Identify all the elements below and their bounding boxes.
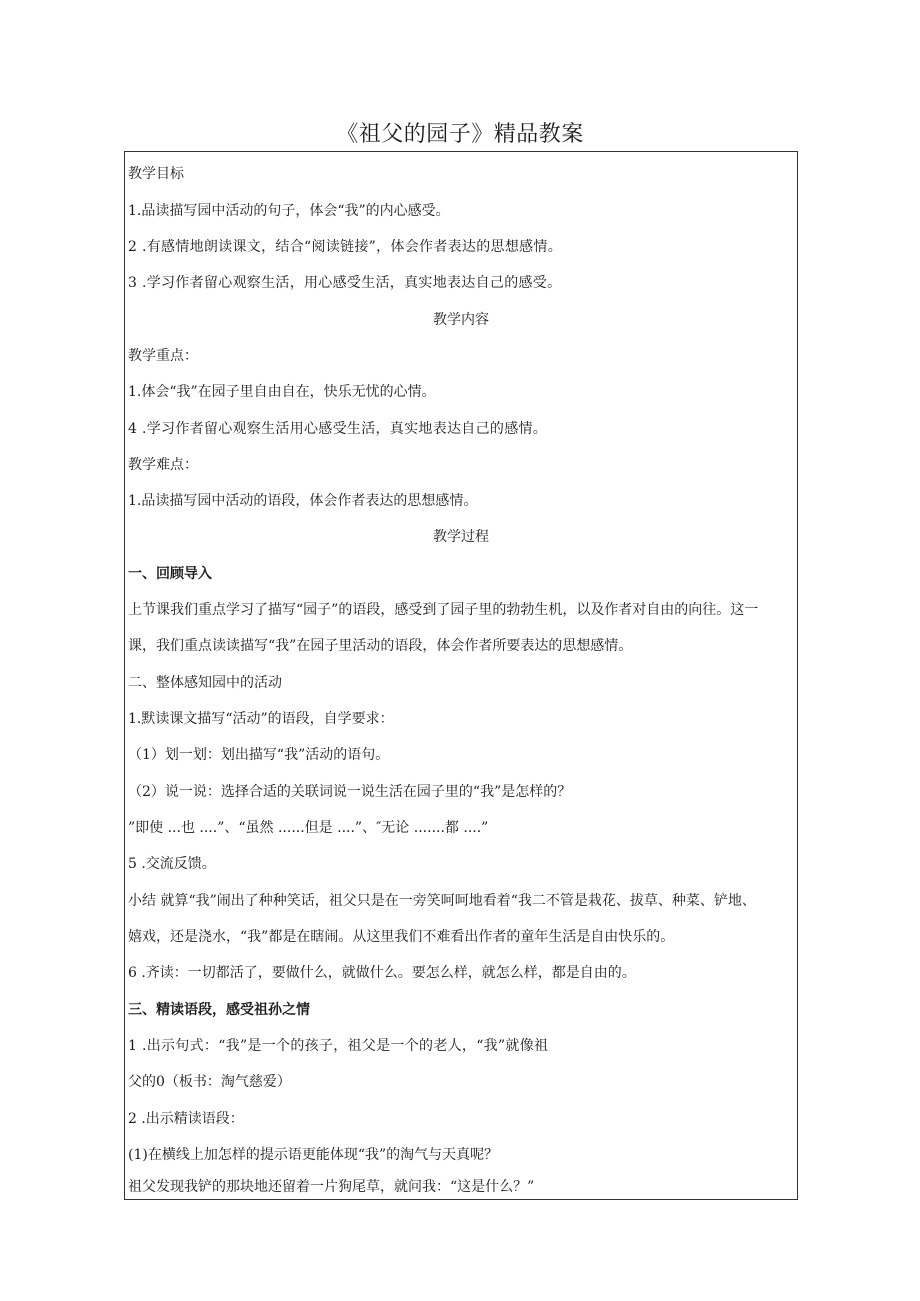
subheading-key-points: 教学重点： bbox=[128, 348, 198, 364]
list-item: 祖父发现我铲的那块地还留着一片狗尾草，就问我：“这是什么？” bbox=[128, 1179, 535, 1195]
list-item: 1.默读课文描写“活动”的语段，自学要求： bbox=[128, 711, 394, 727]
document-title: 《祖父的园子》精品教案 bbox=[336, 122, 584, 147]
list-item: 5 .交流反馈。 bbox=[128, 856, 216, 872]
key-point-item-2: 4 .学习作者留心观察生活用心感受生活，真实地表达自己的感情。 bbox=[128, 421, 548, 437]
list-item: （2）说一说：选择合适的关联词说一说生活在园子里的“我”是怎样的？ bbox=[128, 784, 572, 800]
process-part-2-heading: 二、整体感知园中的活动 bbox=[128, 675, 282, 691]
list-item: 父的0（板书：淘气慈爱） bbox=[128, 1074, 291, 1090]
list-item: (1)在横线上加怎样的提示语更能体现“我”的淘气与天真呢？ bbox=[128, 1147, 499, 1163]
section-heading-process: 教学过程 bbox=[433, 529, 489, 545]
section-heading-content: 教学内容 bbox=[433, 312, 489, 328]
objective-item-1: 1.品读描写园中活动的句子，体会“我”的内心感受。 bbox=[128, 203, 450, 219]
conjunction-examples: ”即使 ...也 ....”、“虽然 ......但是 ....”、″无论 .......都 ....” bbox=[128, 820, 489, 836]
objective-item-2: 2 .有感情地朗读课文，结合“阅读链接”，体会作者表达的思想感情。 bbox=[128, 239, 563, 255]
subheading-difficulties: 教学难点： bbox=[128, 457, 198, 473]
list-item: 6 .齐读：一切都活了，要做什么，就做什么。要怎么样，就怎么样，都是自由的。 bbox=[128, 965, 636, 981]
paragraph-line: 上节课我们重点学习了描写“园子”的语段，感受到了园子里的勃勃生机，以及作者对自由的向往。这一 bbox=[128, 602, 759, 618]
summary-line: 嬉戏，还是浇水，“我”都是在瞎闹。从这里我们不难看出作者的童年生活是自由快乐的。 bbox=[128, 929, 675, 945]
section-heading-objectives: 教学目标 bbox=[128, 166, 184, 182]
objective-item-3: 3 .学习作者留心观察生活，用心感受生活，真实地表达自己的感受。 bbox=[128, 275, 562, 291]
list-item: 2 .出示精读语段： bbox=[128, 1111, 244, 1127]
list-item: （1）划一划：划出描写“我”活动的语句。 bbox=[128, 747, 390, 763]
paragraph-line: 课，我们重点读读描写“我”在园子里活动的语段，体会作者所要表达的思想感情。 bbox=[128, 638, 633, 654]
summary-line: 小结 就算“我”闹出了种种笑话，祖父只是在一旁笑呵呵地看着“我二不管是栽花、拔草、种菜、铲地、 bbox=[128, 893, 756, 909]
difficulty-item-1: 1.品读描写园中活动的语段，体会作者表达的思想感情。 bbox=[128, 493, 478, 509]
key-point-item-1: 1.体会“我”在园子里自由自在，快乐无忧的心情。 bbox=[128, 384, 436, 400]
process-part-3-heading: 三、精读语段，感受祖孙之情 bbox=[128, 1002, 310, 1018]
list-item: 1 .出示句式：“我”是一个的孩子，祖父是一个的老人，“我”就像祖 bbox=[128, 1038, 549, 1054]
process-part-1-heading: 一、回顾导入 bbox=[128, 566, 212, 582]
